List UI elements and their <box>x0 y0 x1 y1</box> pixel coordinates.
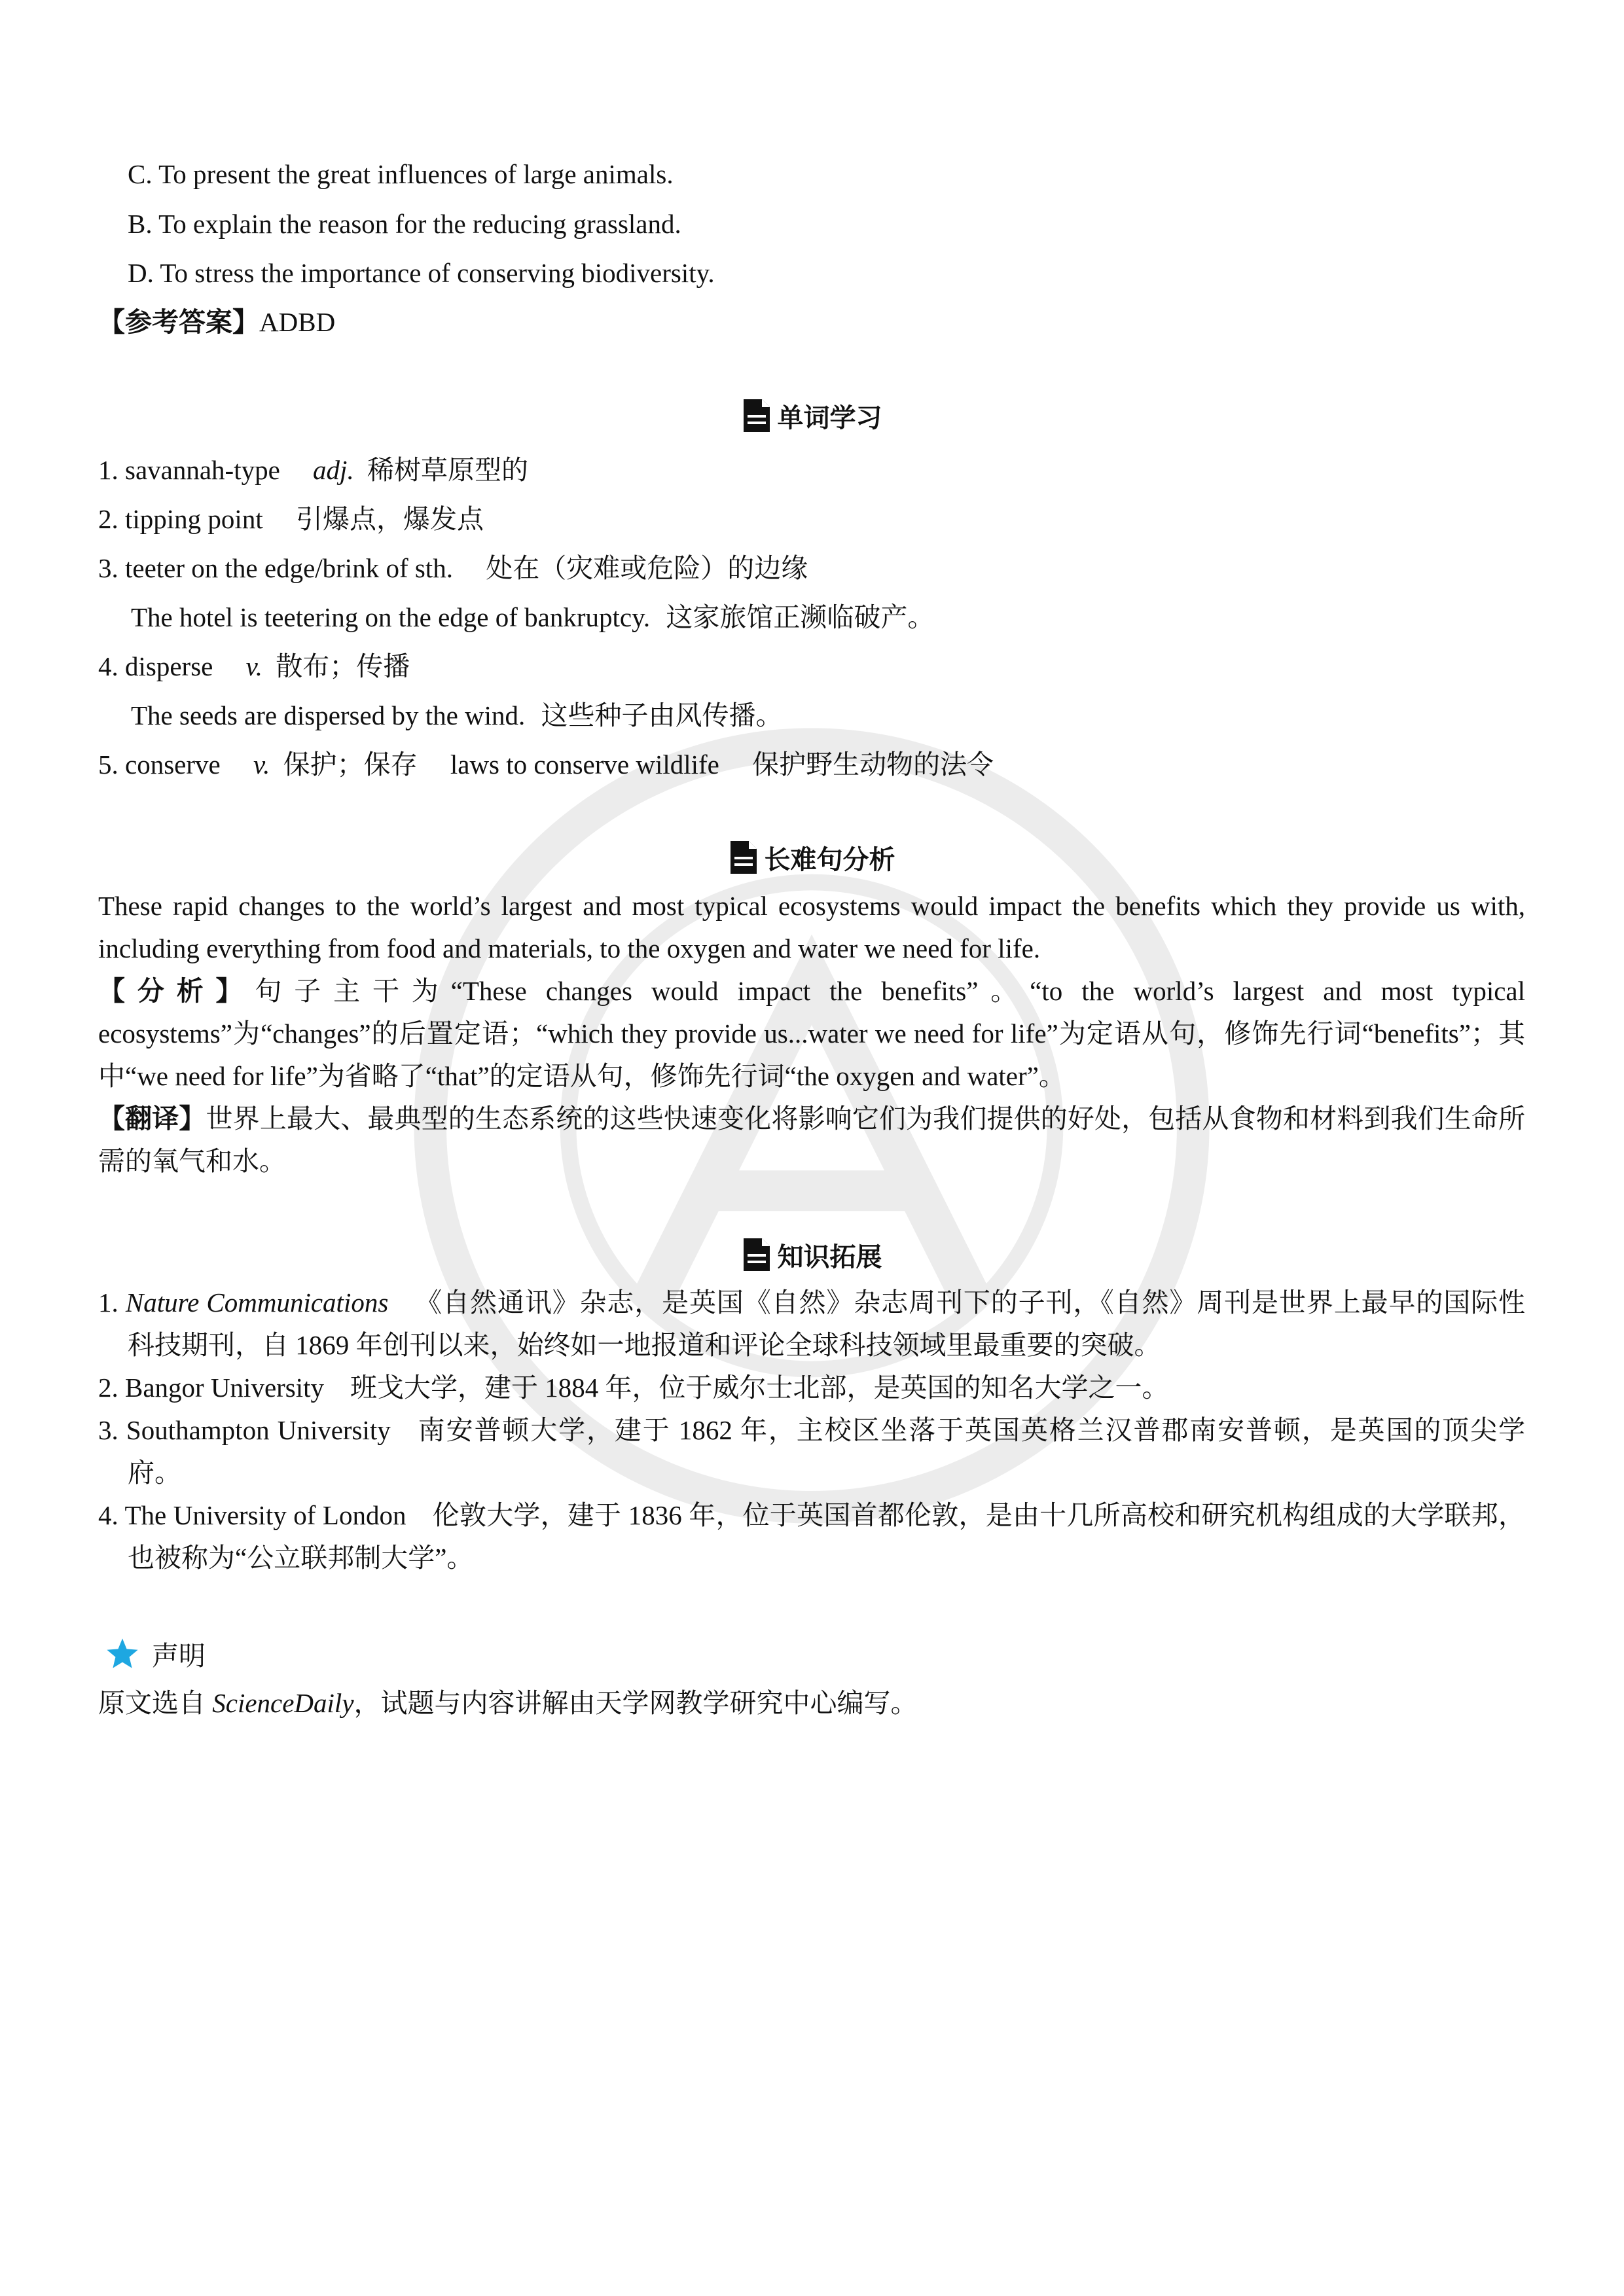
statement-heading <box>105 1636 206 1677</box>
sentence-heading <box>0 840 1624 880</box>
long-sentence: These rapid changes to the world’s largest and most typical ecosystems would impact the benefits which they provide us with, including everything from food and materials, to the oxygen and water we need for life. <box>98 891 1525 963</box>
statement-prefix: 原文选自 <box>98 1688 213 1718</box>
knowledge-item-4 <box>98 1494 1525 1579</box>
answer-line <box>98 302 335 343</box>
statement-suffix: ，试题与内容讲解由天学网教学研究中心编写。 <box>353 1688 918 1718</box>
item-number: 2. <box>98 504 118 534</box>
knowledge-name: Bangor University <box>125 1372 325 1403</box>
item-number: 4. <box>98 1500 118 1530</box>
star-icon <box>105 1636 140 1672</box>
item-number: 3. <box>98 553 118 583</box>
vocab-heading <box>0 398 1624 438</box>
example-sentence: The hotel is teetering on the edge of bankruptcy. <box>131 602 651 632</box>
vocab-term: disperse <box>125 651 213 681</box>
knowledge-item-1 <box>98 1282 1525 1367</box>
answer-value: ADBD <box>259 307 336 337</box>
vocab-example-4 <box>131 696 783 736</box>
vocab-meaning: 保护；保存 <box>283 749 418 780</box>
option-c: C. To present the great influences of large animals. <box>128 159 674 189</box>
analysis-paragraph <box>98 970 1525 1098</box>
knowledge-desc: 南安普顿大学，建于 1862 年，主校区坐落于英国英格兰汉普郡南安普顿，是英国的顶尖学府。 <box>128 1415 1525 1488</box>
vocab-heading-text: 单词学习 <box>777 403 882 433</box>
vocab-meaning: 稀树草原型的 <box>367 455 528 485</box>
part-of-speech: v. <box>245 651 263 681</box>
example-translation: 这家旅馆正濒临破产。 <box>666 602 935 632</box>
vocab-example-3 <box>131 598 934 638</box>
knowledge-desc: 班戈大学，建于 1884 年，位于威尔士北部，是英国的知名大学之一。 <box>350 1372 1169 1403</box>
knowledge-name: Southampton University <box>126 1415 391 1445</box>
knowledge-desc: 伦敦大学，建于 1836 年，位于英国首都伦敦，是由十几所高校和研究机构组成的大学联邦，也被称为“公立联邦制大学”。 <box>128 1500 1526 1573</box>
item-number: 4. <box>98 651 118 681</box>
analysis-text: 句子主干为“These changes would impact the benefits”。“to the world’s largest and most typical ecosystems”为“changes”的后置定语；“which they provide us...water we need for life”为定语从句，修饰先行词“benefits”；其中“we need for life”为省略了“that”的定语从句，修饰先行词“the oxygen and water”。 <box>98 976 1525 1091</box>
vocab-item-5 <box>98 745 994 785</box>
knowledge-item-3 <box>98 1409 1525 1494</box>
vocab-term: teeter on the edge/brink of sth. <box>125 553 453 583</box>
knowledge-desc: 《自然通讯》杂志，是英国《自然》杂志周刊下的子刊，《自然》周刊是世界上最早的国际性科技期刊，自 1869 年创刊以来，始终如一地报道和评论全球科技领域里最重要的突破。 <box>128 1287 1526 1360</box>
phrase-translation: 保护野生动物的法令 <box>752 749 994 780</box>
vocab-term: conserve <box>125 749 221 780</box>
knowledge-item-2 <box>98 1367 1525 1409</box>
vocab-meaning: 引爆点，爆发点 <box>295 504 484 534</box>
vocab-meaning: 处在（灾难或危险）的边缘 <box>486 553 808 583</box>
statement-source: ScienceDaily <box>212 1688 354 1718</box>
option-b: B. To explain the reason for the reducing grassland. <box>128 209 681 239</box>
knowledge-heading <box>0 1237 1624 1277</box>
knowledge-name: Nature Communications <box>125 1287 389 1318</box>
document-icon <box>729 840 758 875</box>
item-number: 1. <box>98 455 118 485</box>
item-number: 2. <box>98 1372 118 1403</box>
knowledge-heading-text: 知识拓展 <box>777 1242 882 1272</box>
vocab-term: tipping point <box>125 504 263 534</box>
translation-label: 【翻译】 <box>98 1103 206 1134</box>
answer-label: 【参考答案】 <box>98 306 259 338</box>
vocab-phrase: laws to conserve wildlife <box>450 749 719 780</box>
vocab-item-1 <box>98 450 528 491</box>
vocab-item-4 <box>98 647 410 687</box>
statement-text <box>98 1683 918 1724</box>
sentence-heading-text: 长难句分析 <box>764 845 895 875</box>
vocab-item-3 <box>98 548 808 589</box>
option-d: D. To stress the importance of conserving biodiversity. <box>128 258 715 288</box>
statement-heading-text: 声明 <box>152 1640 206 1672</box>
example-sentence: The seeds are dispersed by the wind. <box>131 700 526 730</box>
part-of-speech: v. <box>253 749 270 780</box>
document-icon <box>742 398 771 433</box>
vocab-meaning: 散布；传播 <box>276 651 410 681</box>
analysis-label: 【分析】 <box>98 975 255 1007</box>
vocab-term: savannah-type <box>125 455 280 485</box>
example-translation: 这些种子由风传播。 <box>541 700 783 730</box>
vocab-item-2 <box>98 499 484 540</box>
translation-paragraph <box>98 1098 1525 1183</box>
translation-text: 世界上最大、最典型的生态系统的这些快速变化将影响它们为我们提供的好处，包括从食物和材料到我们生命所需的氧气和水。 <box>98 1103 1526 1176</box>
document-icon <box>742 1237 771 1272</box>
item-number: 5. <box>98 749 118 780</box>
knowledge-name: The University of London <box>124 1500 406 1530</box>
item-number: 1. <box>98 1287 118 1318</box>
item-number: 3. <box>98 1415 118 1445</box>
part-of-speech: adj. <box>313 455 354 485</box>
